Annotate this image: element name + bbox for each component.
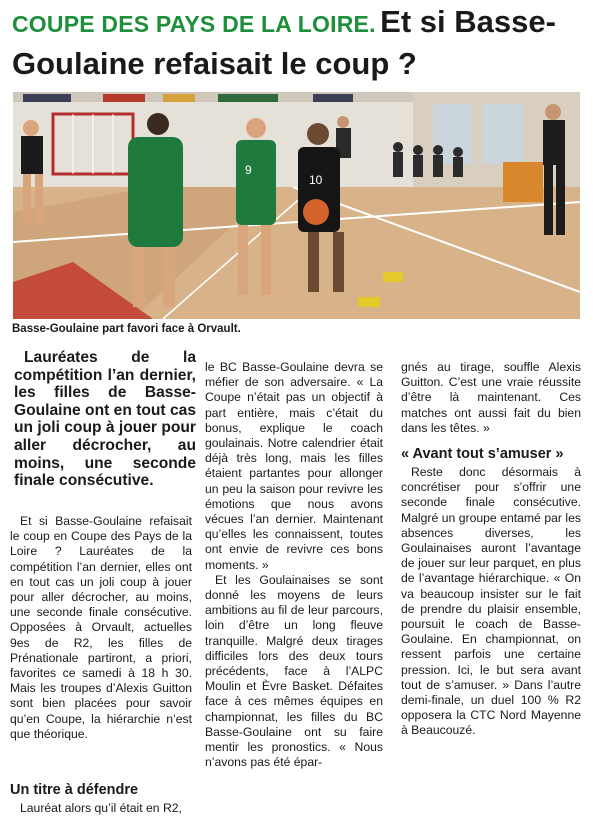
article-lead [14,349,196,490]
column-1 [10,514,192,815]
column-2 [205,360,383,770]
paragraph: Et si Basse-Goulaine refaisait le coup en Coupe des Pays de la Loire ? Lauréates de la compétition l’an dernier, elles ont en tout cas un joli coup à jouer pour aller décrocher, au moins, une seconde finale consécutive. Opposées à Orvault, actuelles 9es de R2, les filles de Prénationale partiront, a priori, favorites ce samedi à 18 h 30. Mais les troupes d’Alexis Guitton sont bien placées pour savoir qu’en Coupe, la hiérarchie n’est que théorique. [10,514,192,741]
paragraph: gnés au tirage, souffle Alexis Guitton. C’est une vraie réussite d’être là maintenant. Ces matches ont aussi fait du bien dans les têtes. » [401,360,581,435]
jersey-number-9: 9 [245,163,252,177]
column-3 [401,360,581,739]
subheading: « Avant tout s’amuser » [401,446,564,463]
paragraph: Reste donc désormais à concrétiser pour s’offrir une seconde finale consécutive. Malgré un groupe entamé par les absences diverses, les Goulainaises auront l’avantage de jouer sur leur parquet, en plus de l’avantage hiérarchique. « On va beaucoup insister sur le fait de prendre du plaisir ensemble, poursuit le coach de Basse-Goulaine. En championnat, on ressent parfois une certaine pression. Ici, le but sera avant tout de s’amuser. » Dans l’autre demi-finale, un duel 100 % R2 opposera la CTC Nord Mayenne à Beaucouzé. [401,465,581,738]
headline-title: Et si Basse-Goulaine refaisait le coup ? [12,4,556,81]
headline [12,4,587,88]
article-photo [13,92,580,319]
lead-text: Lauréates de la compétition l’an dernier, les filles de Basse-Goulaine ont en tout cas un joli coup à jouer pour aller décrocher, au moins, une seconde finale consécutive. [14,349,196,490]
paragraph: Et les Goulainaises se sont donné les moyens de leurs ambitions au fil de leur parcours, loin d’être un long fleuve tranquille. Malgré deux tirages difficiles lors des deux tours précédents, face à l’ALPC Moulin et Èvre Basket. Défaites face à ces mêmes équipes en championnat, les filles du BC Basse-Goulaine ont su faire mentir les pronostics. « Nous n’avons pas été épar- [205,572,383,770]
jersey-number-10: 10 [309,173,323,187]
headline-kicker: COUPE DES PAYS DE LA LOIRE. [12,11,376,37]
subheading: Un titre à défendre [10,782,139,798]
paragraph: le BC Basse-Goulaine devra se méfier de son adversaire. « La Coupe n’était pas un objectif à part entière, mais c’était du bonus, explique le coach goulainais. Notre calendrier était déjà très long, mais les filles étaient partantes pour allonger un peu la saison pour revivre les émotions que nous avons vécues l’an dernier. Maintenant qu’elles les connaissent, toutes ont envie de revivre ces bons moments. » [205,360,383,572]
basketball-photo-illustration [13,92,580,319]
paragraph: Lauréat alors qu’il était en R2, [20,801,182,815]
photo-caption: Basse-Goulaine part favori face à Orvault. [12,323,241,335]
